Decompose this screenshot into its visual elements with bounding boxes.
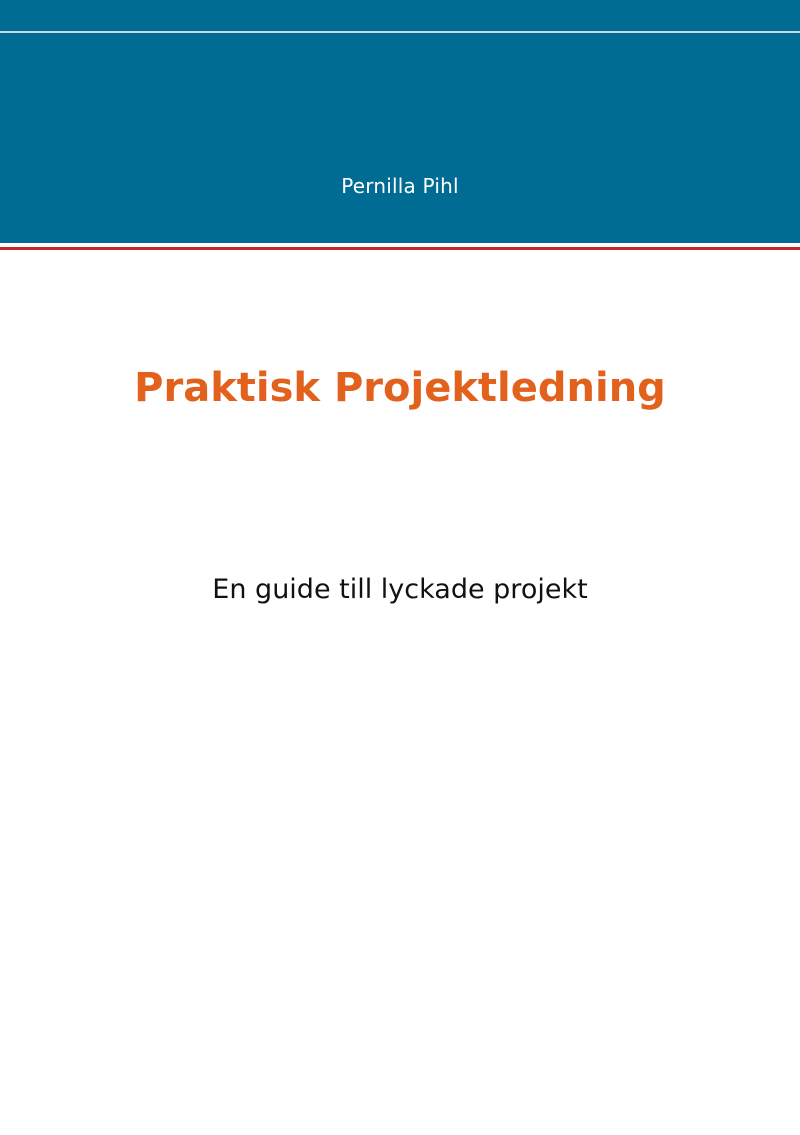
author-name: Pernilla Pihl — [341, 174, 459, 198]
book-subtitle: En guide till lyckade projekt — [212, 574, 588, 605]
book-title: Praktisk Projektledning — [134, 365, 666, 411]
accent-rule — [0, 247, 800, 250]
top-color-band — [0, 0, 800, 243]
top-band-rule — [0, 31, 800, 33]
